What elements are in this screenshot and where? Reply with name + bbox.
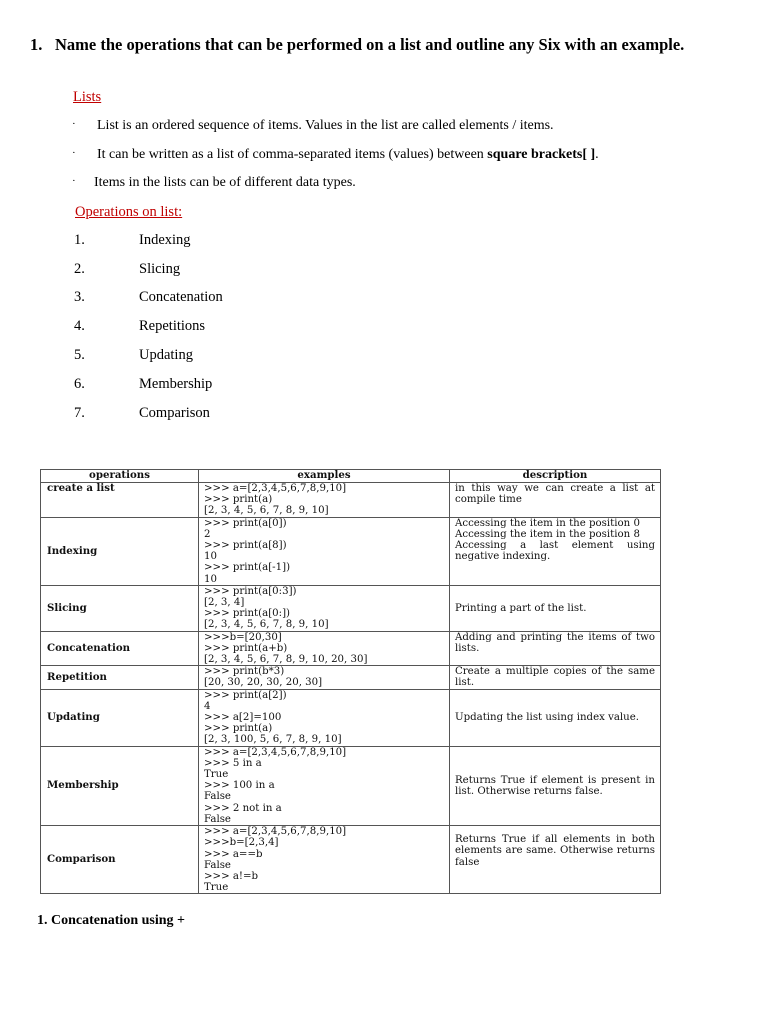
description-line: Printing a part of the list. xyxy=(455,602,587,614)
section-heading: 1. Concatenation using + xyxy=(37,913,185,928)
description-line: Accessing the item in the position 8 xyxy=(455,528,640,540)
operation-number: 1. xyxy=(74,232,85,248)
examples-cell xyxy=(199,666,450,689)
bullet-text-end: . xyxy=(595,147,599,162)
description-cell xyxy=(450,483,661,518)
lists-heading: Lists xyxy=(73,89,102,105)
example-line: True xyxy=(204,769,229,781)
example-line: >>> print(a) xyxy=(204,494,273,506)
example-line: >>> a==b xyxy=(204,848,263,860)
table-header-row xyxy=(41,470,661,483)
examples-cell xyxy=(199,517,450,585)
operation-cell: Membership xyxy=(41,746,199,825)
example-line: [2, 3, 4, 5, 6, 7, 8, 9, 10] xyxy=(204,505,329,517)
example-line: [2, 3, 4, 5, 6, 7, 8, 9, 10, 20, 30] xyxy=(204,654,368,666)
operation-cell: Repetition xyxy=(41,666,199,689)
description-line: Accessing a last element using negative indexing. xyxy=(455,540,655,563)
operations-heading: Operations on list: xyxy=(75,204,183,220)
example-line: >>> print(a[0]) xyxy=(204,517,287,529)
examples-cell xyxy=(199,746,450,825)
question-number: 1. xyxy=(30,35,43,54)
table-row xyxy=(41,746,661,825)
operation-number: 3. xyxy=(74,289,85,305)
operation-cell: create a list xyxy=(41,483,199,518)
example-line: >>> a[2]=100 xyxy=(204,712,282,724)
description-line: Returns True if element is present in list. Otherwise returns false. xyxy=(455,774,655,797)
bullet-text: List is an ordered sequence of items. Values in the list are called elements / items. xyxy=(97,118,554,133)
header-examples: examples xyxy=(199,470,450,483)
examples-cell xyxy=(199,631,450,666)
description-cell xyxy=(450,746,661,825)
examples-cell xyxy=(199,585,450,631)
operations-table xyxy=(40,469,661,894)
description-line: in this way we can create a list at compile time xyxy=(455,483,655,506)
description-cell xyxy=(450,666,661,689)
operation-cell: Indexing xyxy=(41,517,199,585)
example-line: >>> a=[2,3,4,5,6,7,8,9,10] xyxy=(204,746,347,758)
example-line: False xyxy=(204,813,231,825)
operation-label: Concatenation xyxy=(139,289,223,305)
example-line: >>> 100 in a xyxy=(204,780,275,792)
example-line: >>> print(a[2]) xyxy=(204,689,287,701)
example-line: >>>b=[2,3,4] xyxy=(204,837,279,849)
header-description: description xyxy=(450,470,661,483)
operation-label: Updating xyxy=(139,347,193,363)
bullet-text-bold: square brackets[ ] xyxy=(487,147,596,162)
bullet-text-plain: It can be written as a list of comma-separated items (values) between xyxy=(97,147,488,162)
bullet-marker: · xyxy=(72,175,76,187)
description-cell xyxy=(450,826,661,894)
example-line: [2, 3, 4, 5, 6, 7, 8, 9, 10] xyxy=(204,619,329,631)
operation-label: Membership xyxy=(139,376,213,392)
operation-cell: Slicing xyxy=(41,585,199,631)
bullet-marker: · xyxy=(72,147,76,159)
operation-cell: Concatenation xyxy=(41,631,199,666)
bullet-marker: · xyxy=(72,118,76,130)
example-line: False xyxy=(204,791,231,803)
operation-number: 7. xyxy=(74,405,85,421)
example-line: >>> print(b*3) xyxy=(204,666,285,678)
operation-number: 4. xyxy=(74,318,85,334)
example-line: >>> 2 not in a xyxy=(204,802,282,814)
description-line: Adding and printing the items of two lists. xyxy=(455,631,655,654)
description-line: Accessing the item in the position 0 xyxy=(455,517,640,529)
table-row xyxy=(41,689,661,746)
description-cell xyxy=(450,585,661,631)
example-line: >>> print(a[0:]) xyxy=(204,608,291,620)
operation-label: Slicing xyxy=(139,261,181,277)
example-line: 10 xyxy=(204,573,217,585)
example-line: [20, 30, 20, 30, 20, 30] xyxy=(204,677,323,689)
operation-label: Repetitions xyxy=(139,318,206,334)
operation-label: Comparison xyxy=(139,405,210,421)
bullet-text: Items in the lists can be of different data types. xyxy=(94,175,356,190)
example-line: >>> print(a+b) xyxy=(204,642,288,654)
header-operations: operations xyxy=(41,470,199,483)
example-line: >>> 5 in a xyxy=(204,757,262,769)
table-row xyxy=(41,585,661,631)
example-line: True xyxy=(204,882,229,894)
example-line: >>> a=[2,3,4,5,6,7,8,9,10] xyxy=(204,483,347,494)
table-row xyxy=(41,631,661,666)
description-cell xyxy=(450,689,661,746)
table-row xyxy=(41,826,661,894)
examples-cell xyxy=(199,483,450,518)
examples-cell xyxy=(199,689,450,746)
bullet-text xyxy=(97,147,599,163)
example-line: 10 xyxy=(204,551,217,563)
example-line: [2, 3, 4] xyxy=(204,597,245,609)
description-line: Updating the list using index value. xyxy=(455,712,640,724)
operation-cell: Updating xyxy=(41,689,199,746)
description-line: Returns True if all elements in both elements are same. Otherwise returns false xyxy=(455,834,655,868)
description-cell xyxy=(450,631,661,666)
operation-cell: Comparison xyxy=(41,826,199,894)
operation-number: 5. xyxy=(74,347,85,363)
example-line: False xyxy=(204,859,231,871)
operation-number: 2. xyxy=(74,261,85,277)
example-line: >>> print(a[-1]) xyxy=(204,562,291,574)
question-text: Name the operations that can be performed on a list and outline any Six with an example. xyxy=(55,35,685,54)
example-line: 4 xyxy=(204,700,211,712)
example-line: >>> print(a[0:3]) xyxy=(204,585,297,597)
description-cell xyxy=(450,517,661,585)
example-line: [2, 3, 100, 5, 6, 7, 8, 9, 10] xyxy=(204,734,342,746)
example-line: >>> print(a) xyxy=(204,723,273,735)
table-row xyxy=(41,517,661,585)
table-row xyxy=(41,666,661,689)
example-line: >>> a!=b xyxy=(204,870,259,882)
example-line: >>> a=[2,3,4,5,6,7,8,9,10] xyxy=(204,826,347,838)
example-line: 2 xyxy=(204,528,211,540)
examples-cell xyxy=(199,826,450,894)
operation-label: Indexing xyxy=(139,232,191,248)
description-line: Create a multiple copies of the same list. xyxy=(455,666,655,689)
example-line: >>> print(a[8]) xyxy=(204,540,287,552)
question-heading xyxy=(30,33,730,56)
operation-number: 6. xyxy=(74,376,85,392)
example-line: >>>b=[20,30] xyxy=(204,631,282,643)
table-row xyxy=(41,483,661,518)
